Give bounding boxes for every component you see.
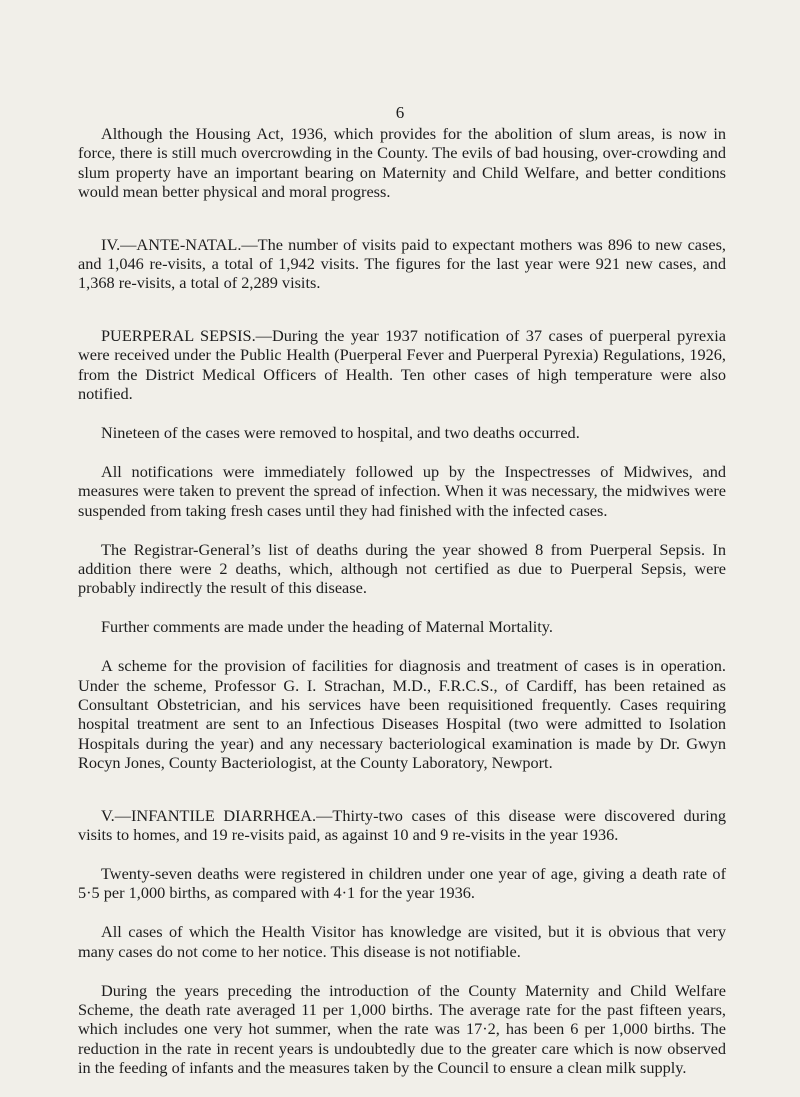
- page-number: 6: [395, 103, 405, 122]
- paragraph-ante-natal: IV.—ANTE-NATAL.—The number of visits paid to expectant mothers was 896 to new cases, and 1,046 re-visits, a total of 1,942 visits. The figures for the last year were 921 new cases, and 1,368 re-visits, a total of 2,289 visits.: [78, 234, 726, 293]
- paragraph-infantile-diarrhoea: V.—INFANTILE DIARRHŒA.—Thirty-two cases of this disease were discovered during visits to homes, and 19 re-visits paid, as against 10 and 9 re-visits in the year 1936.: [78, 805, 726, 845]
- document-body: [78, 124, 726, 1097]
- paragraph-further-comments: Further comments are made under the heading of Maternal Mortality.: [101, 617, 553, 637]
- paragraph-puerperal-sepsis: PUERPERAL SEPSIS.—During the year 1937 notification of 37 cases of puerperal pyrexia were received under the Public Health (Puerperal Fever and Puerperal Pyrexia) Regulations, 1926, from the District Medical Officers of Health. Ten other cases of high temperature were also notified.: [78, 325, 726, 404]
- paragraph-death-rate-history: During the years preceding the introduction of the County Maternity and Child Welfare Scheme, the death rate averaged 11 per 1,000 births. The average rate for the past fifteen years, which includes one very hot summer, when the rate was 17·2, has been 6 per 1,000 births. The reduction in the rate in recent years is undoubtedly due to the greater care which is now observed in the feeding of infants and the measures taken by the Council to ensure a clean milk supply.: [78, 980, 726, 1078]
- paragraph-notifications: All notifications were immediately followed up by the Inspectresses of Midwives, and measures were taken to prevent the spread of infection. When it was necessary, the midwives were suspended from taking fresh cases until they had finished with the infected cases.: [78, 461, 726, 520]
- paragraph-housing: Although the Housing Act, 1936, which provides for the abolition of slum areas, is now in force, there is still much overcrowding in the County. The evils of bad housing, over-crowding and slum property have an important bearing on Maternity and Child Welfare, and better conditions would mean better physical and moral progress.: [78, 124, 726, 202]
- paragraph-scheme: A scheme for the provision of facilities for diagnosis and treatment of cases is in operation. Under the scheme, Professor G. I. Strachan, M.D., F.R.C.S., of Cardiff, has been retained as Consultant Obstetrician, and his services have been requisitioned frequently. Cases requiring hospital treatment are sent to an Infectious Diseases Hospital (two were admitted to Isolation Hospitals during the year) and any necessary bacteriological examination is made by Dr. Gwyn Rocyn Jones, County Bacteriologist, at the County Laboratory, Newport.: [78, 656, 726, 773]
- paragraph-hospital-removals: Nineteen of the cases were removed to hospital, and two deaths occurred.: [101, 422, 580, 442]
- paragraph-health-visitor: All cases of which the Health Visitor has knowledge are visited, but it is obvious that very many cases do not come to her notice. This disease is not notifiable.: [78, 922, 726, 961]
- paragraph-registrar-general: The Registrar-General’s list of deaths during the year showed 8 from Puerperal Sepsis. In addition there were 2 deaths, which, although not certified as due to Puerperal Sepsis, were probably indirectly the result of this disease.: [78, 539, 726, 598]
- paragraph-infant-deaths: Twenty-seven deaths were registered in children under one year of age, giving a death rate of 5·5 per 1,000 births, as compared with 4·1 for the year 1936.: [78, 863, 726, 903]
